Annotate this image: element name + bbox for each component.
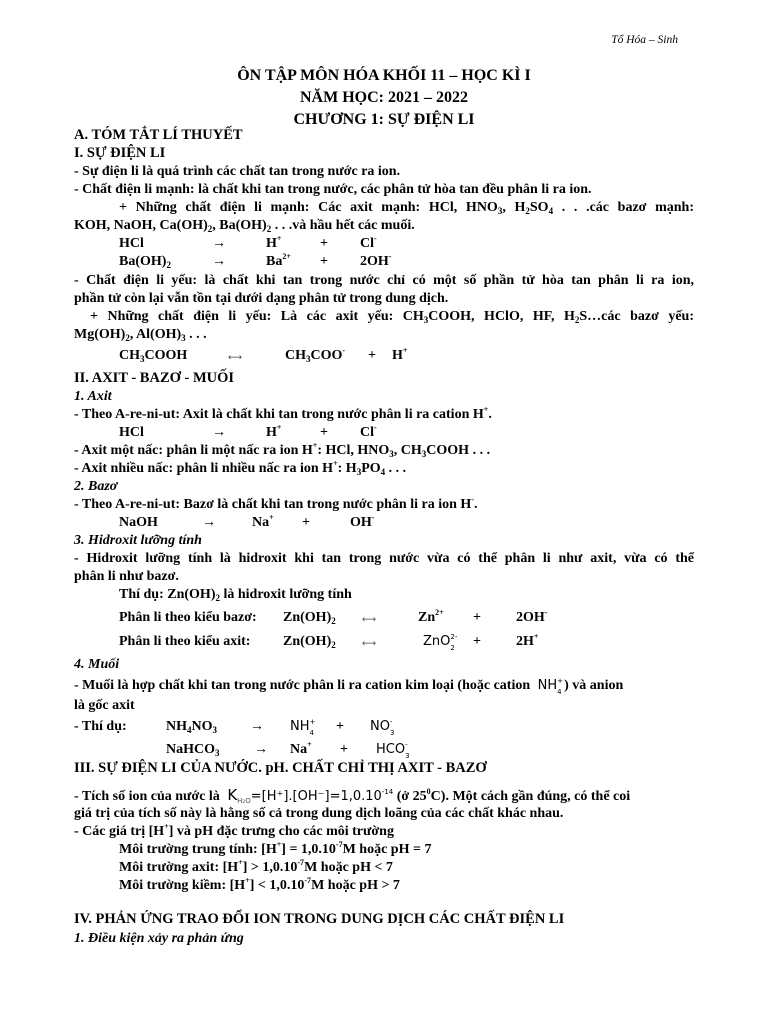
section-a-heading: A. TÓM TẮT LÍ THUYẾT xyxy=(74,127,243,143)
paragraph: Thí dụ: $Zn(OH)_2$ là hidroxit lưỡng tính xyxy=(119,587,352,603)
section-iv-heading: IV. PHẢN ỨNG TRAO ĐỔI ION TRONG DUNG DỊCH CÁC CHẤT ĐIỆN LI xyxy=(74,911,565,927)
paragraph: + Những chất điện li mạnh: Các axit mạnh: HCl, $HNO_3$, $H_2SO_4$ . . .các bazơ mạnh: xyxy=(119,200,694,216)
paragraph: - Các giá trị [H+] và pH đặc trưng cho các môi trường xyxy=(74,822,394,839)
paragraph: - Theo A-re-ni-ut: Bazơ là chất khi tan trong nước phân li ra ion H-. xyxy=(74,495,478,512)
subsection-heading: 2. Bazơ xyxy=(74,479,118,494)
paragraph: - Axit một nấc: phân li một nấc ra ion H+: HCl, $HNO_3$, $CH_3COOH$ . . . xyxy=(74,441,491,459)
paragraph: - Hidroxit lưỡng tính là hidroxit khi tan trong nước vừa có thể phân li như axit, vừa có thể xyxy=(74,551,694,566)
paragraph: là gốc axit xyxy=(74,698,135,713)
paragraph-ionic-product: - Tích số ion của nước là $K_{H_2O}=[H^+].[OH^-]=1,0.10^{-14}$ (ở $25^0C$). Một cách gần đúng, có thể coi xyxy=(74,786,631,805)
paragraph: giá trị của tích số này là hằng số cả trong dung dịch loãng của các chất khác nhau. xyxy=(74,806,564,821)
school-year: NĂM HỌC: 2021 – 2022 xyxy=(300,89,468,106)
paragraph: Môi trường trung tính: $[H^+] = 1,0.10^{-7}M$ hoặc pH = 7 xyxy=(119,840,432,857)
equilibrium-arrow-icon: ←→ xyxy=(362,639,376,649)
department-header: Tổ Hóa – Sinh xyxy=(611,34,678,46)
paragraph: Môi trường axit: $[H^+] > 1,0.10^{-7}M$ hoặc pH < 7 xyxy=(119,858,393,875)
paragraph: $Mg(OH)_2$, $Al(OH)_3$ . . . xyxy=(74,327,207,343)
paragraph: + Những chất điện li yếu: Là các axit yếu: $CH_3COOH$, HClO, HF, $H_2S\dots các$ bazơ yếu: xyxy=(90,309,694,325)
paragraph: - Chất điện li yếu: là chất khi tan trong nước chỉ có một số phần tử hòa tan phân li ra ion, xyxy=(74,273,694,288)
paragraph: - Muối là hợp chất khi tan trong nước phân li ra cation kim loại (hoặc cation NH + 4 ) và anion xyxy=(74,677,624,696)
paragraph: - Theo A-re-ni-ut: Axit là chất khi tan trong nước phân li ra cation H+. xyxy=(74,405,492,422)
subsection-heading: 1. Axit xyxy=(74,389,112,404)
subsection-heading: 4. Muối xyxy=(74,657,120,672)
subsection-heading: 3. Hidroxit lưỡng tính xyxy=(74,533,202,548)
paragraph: phần tử còn lại vẫn tồn tại dưới dạng phân tử trong dung dịch. xyxy=(74,291,449,306)
paragraph: Môi trường kiềm: $[H^+] < 1,0.10^{-7}M$ hoặc pH > 7 xyxy=(119,876,400,893)
equilibrium-arrow-icon: ←→ xyxy=(362,615,376,625)
paragraph: KOH, NaOH, $Ca(OH)_2$, $Ba(OH)_2$ . . .và hầu hết các muối. xyxy=(74,218,415,234)
document-page: Tổ Hóa – Sinh ÔN TẬP MÔN HÓA KHỐI 11 – HỌC KÌ I NĂM HỌC: 2021 – 2022 CHƯƠNG 1: SỰ ĐIỆN LI A. TÓM TẮT LÍ THUYẾT I. SỰ ĐIỆN LI - Sự điện li là quá trình các chất tan trong nước ra ion. - Chất điện li mạnh: là chất khi tan trong nước, các phân tử hòa tan đều phân li ra ion. + Những chất điện li mạnh: Các axit mạnh: HCl, $HNO_3$, $H_2SO_4$ . . .các bazơ mạnh: KOH, NaOH, $Ca(OH)_2$, $Ba(OH)_2$ . . .và hầu hết các muối. HCl → H+ + Cl- $Ba(OH)_2$ → $Ba^{2+}$ + 2OH- - Chất điện li yếu: là chất khi tan trong nước chỉ có một số phần tử hòa tan phân li ra ion, phần tử còn lại vẫn tồn tại dưới dạng phân tử trong dung dịch. + Những chất điện li yếu: Là các axit yếu: $CH_3COOH$, HClO, HF, $H_2S\dots các$ bazơ yếu: $Mg(OH)_2$, $Al(OH)_3$ . . . $CH_3COOH$ ←→ $CH_3COO^-$ + H+ II. AXIT - BAZƠ - MUỐI 1. Axit - Theo A-re-ni-ut: Axit là chất khi tan trong nước phân li ra cation H+. HCl → H+ + Cl- - Axit một nấc: phân li một nấc ra ion H+: HCl, $HNO_3$, $CH_3COOH$ . . . - Axit nhiều nấc: phân li nhiều nấc ra ion H+: $H_3PO_4$ . . . 2. Bazơ - Theo A-re-ni-ut: Bazơ là chất khi tan trong nước phân li ra ion H-. NaOH → Na+ + OH- 3. Hidroxit lưỡng tính - Hidroxit lưỡng tính là hidroxit khi tan trong nước vừa có thể phân li như axit, vừa có thể phân li như bazơ. Thí dụ: $Zn(OH)_2$ là hidroxit lưỡng tính Phân li theo kiểu bazơ: $Zn(OH)_2$ ←→ $Zn^{2+}$ + 2OH- Phân li theo kiểu axit: $Zn(OH)_2$ ←→ ZnO 2- 2 + 2H+ 4. Muối - Muối là hợp chất khi tan trong nước phân li ra cation kim loại (hoặc cation NH + 4 ) và anion là gốc axit - Thí dụ: $NH_4NO_3$ → NH + 4 + NO - 3 NaHCO$_3$ → Na+ + HCO - 3 III. SỰ ĐIỆN LI CỦA NƯỚC. pH. CHẤT CHỈ THỊ AXIT - BAZƠ - Tích số ion của nước là $K_{H_2O}=[H^+].[OH^-]=1,0.10^{-14}$ (ở $25^0C$). Một cách gần đúng, có thể coi giá trị của tích số này là hằng số cả trong dung dịch loãng của các chất khác nhau. - Các giá trị [H+] và pH đặc trưng cho các môi trường Môi trường trung tính: $[H^+] = 1,0.10^{-7}M$ hoặc pH = 7 Môi trường axit: $[H^+] > 1,0.10^{-7}M$ hoặc pH < 7 Môi trường kiềm: $[H^+] < 1,0.10^{-7}M$ hoặc pH > 7 IV. PHẢN ỨNG TRAO ĐỔI ION TRONG DUNG DỊCH CÁC CHẤT ĐIỆN LI 1. Điều kiện xảy ra phản ứng xyxy=(0,0,768,1024)
subsection-heading: 1. Điều kiện xảy ra phản ứng xyxy=(74,931,244,946)
paragraph: phân li như bazơ. xyxy=(74,569,179,584)
paragraph: - Sự điện li là quá trình các chất tan trong nước ra ion. xyxy=(74,164,401,179)
section-i-heading: I. SỰ ĐIỆN LI xyxy=(74,145,166,161)
paragraph: - Chất điện li mạnh: là chất khi tan trong nước, các phân tử hòa tan đều phân li ra ion. xyxy=(74,182,592,197)
paragraph: - Axit nhiều nấc: phân li nhiều nấc ra ion H+: $H_3PO_4$ . . . xyxy=(74,459,407,477)
equilibrium-arrow-icon: ←→ xyxy=(228,353,242,363)
chapter-title: CHƯƠNG 1: SỰ ĐIỆN LI xyxy=(293,111,475,128)
section-iii-heading: III. SỰ ĐIỆN LI CỦA NƯỚC. pH. CHẤT CHỈ THỊ AXIT - BAZƠ xyxy=(74,760,487,776)
doc-title: ÔN TẬP MÔN HÓA KHỐI 11 – HỌC KÌ I xyxy=(237,67,531,84)
section-ii-heading: II. AXIT - BAZƠ - MUỐI xyxy=(74,370,235,386)
